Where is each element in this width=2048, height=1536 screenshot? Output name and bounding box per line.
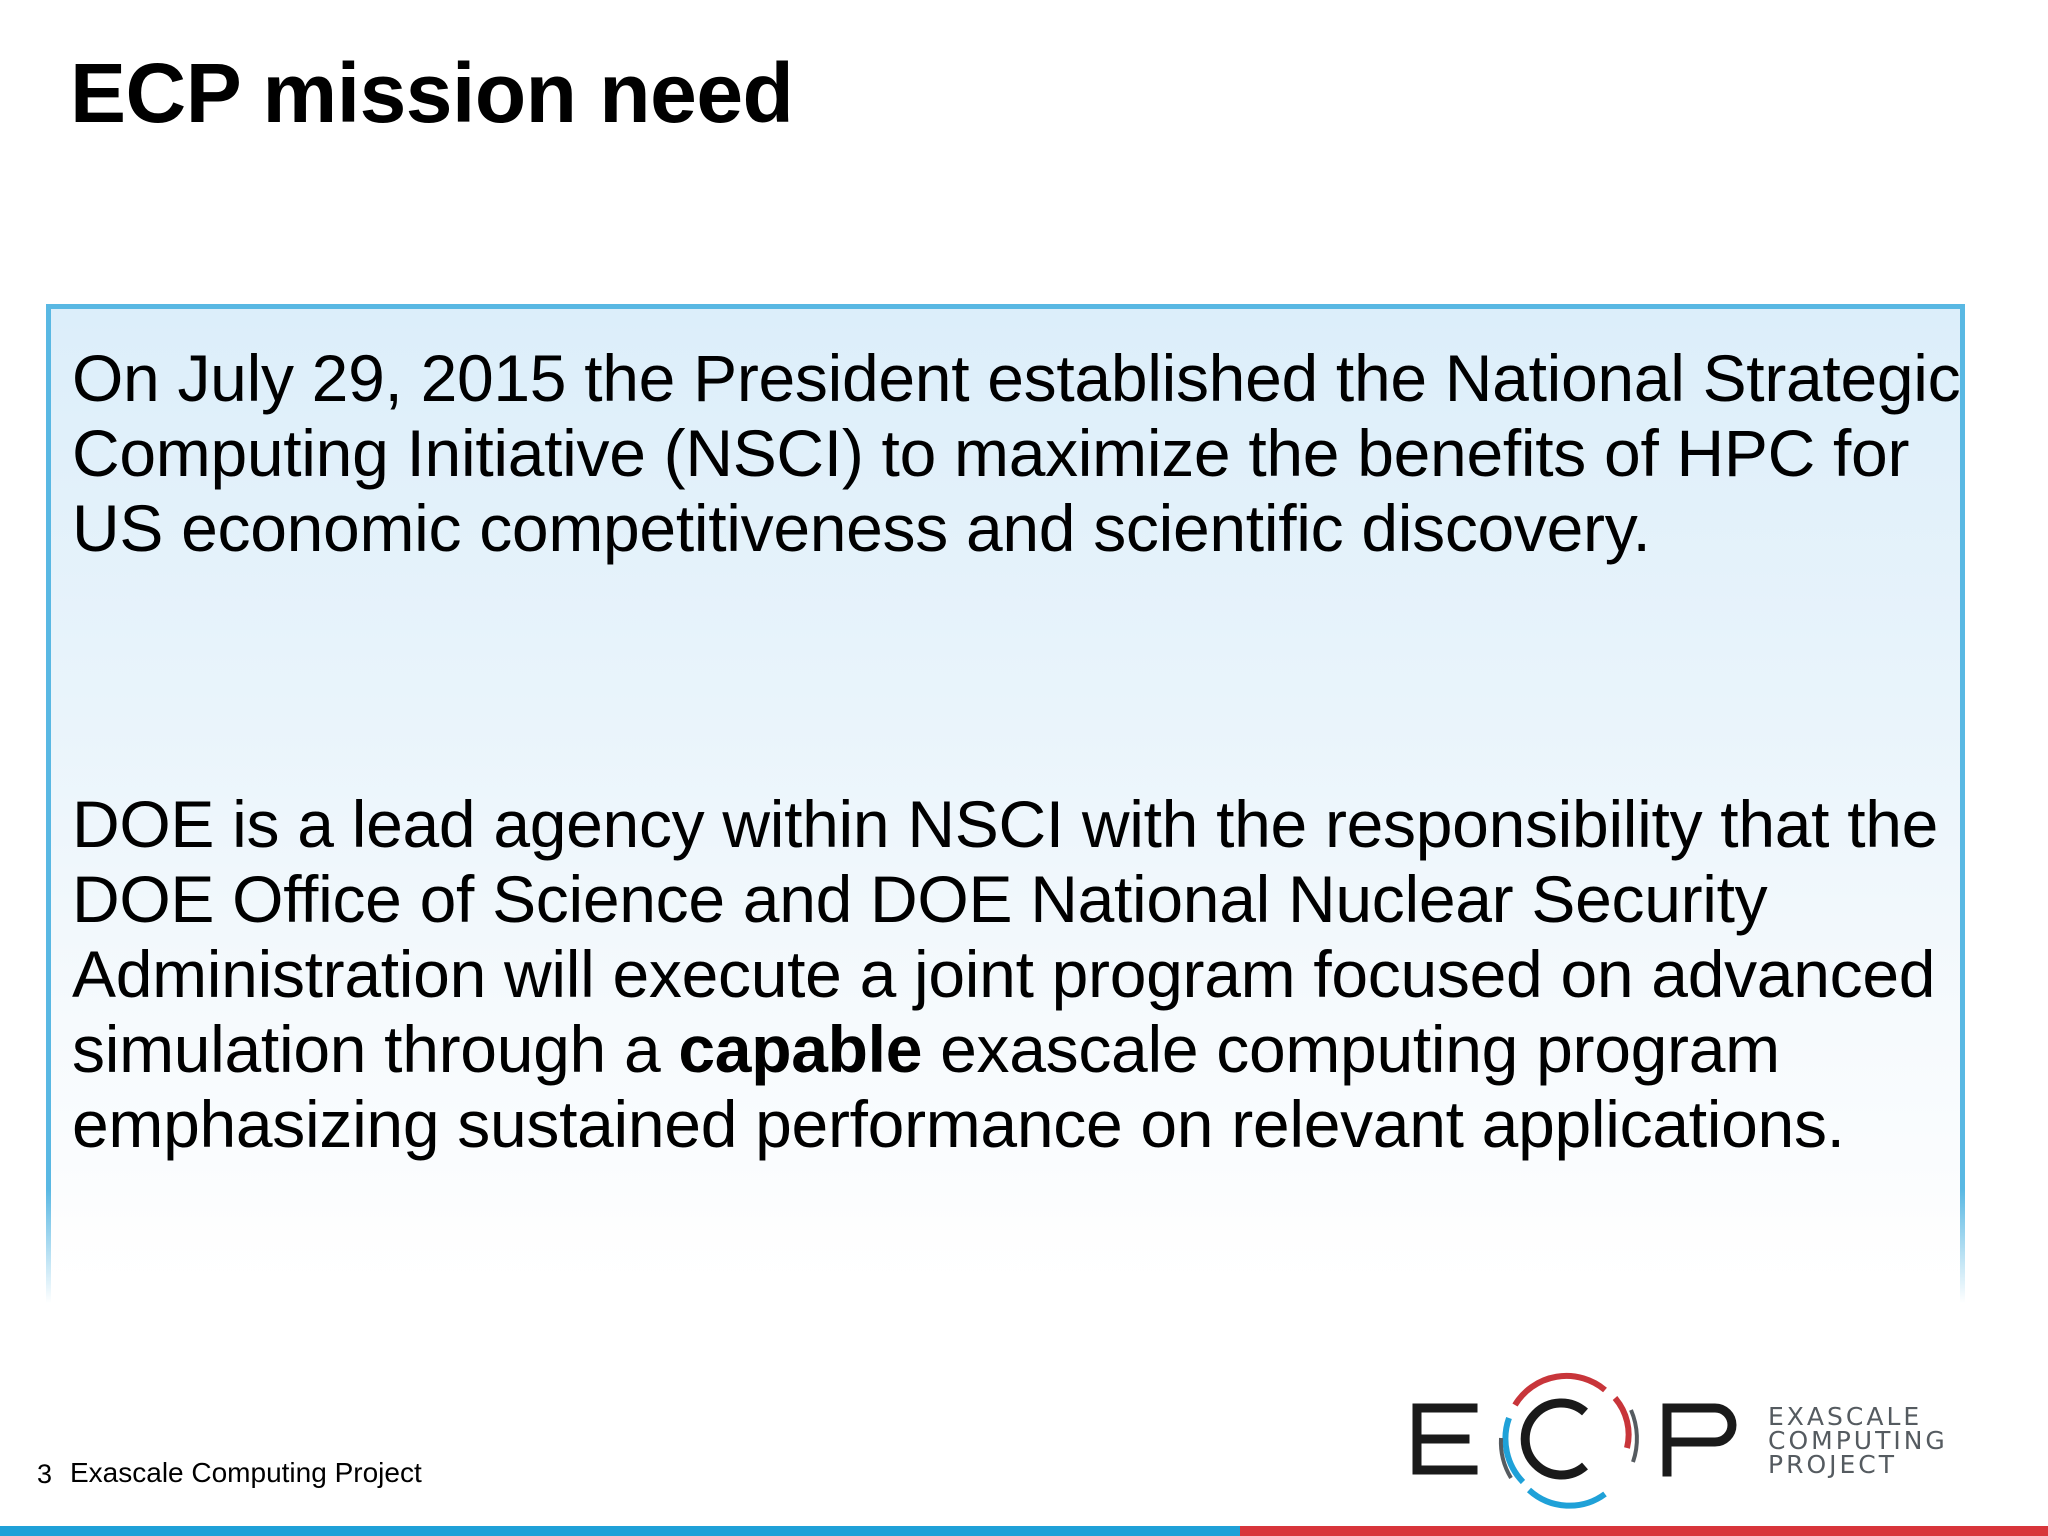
logo-letter-p <box>1667 1408 1732 1472</box>
bottom-bar-blue <box>0 1526 1240 1536</box>
logo-letter-e <box>1417 1408 1473 1470</box>
paragraph-doe-text-1: DOE is a lead agency within NSCI with the responsibility that the DOE Office of Science and DOE National Nuclear Security Administration will execute a joint program focused on advanced simulation through a <box>72 787 1939 1086</box>
logo-line-1: EXASCALE <box>1768 1402 1923 1431</box>
slide-title: ECP mission need <box>70 46 794 140</box>
logo-letter-c <box>1501 1376 1637 1506</box>
paragraph-doe <box>72 787 1962 1162</box>
paragraph-nsci: On July 29, 2015 the President established the National Strategic Computing Initiative (NSCI) to maximize the benefits of HPC for US economic competitiveness and scientific discovery. <box>72 341 1961 565</box>
bottom-bar-red <box>1240 1526 2048 1536</box>
logo-line-2: COMPUTING <box>1768 1426 1948 1455</box>
content-box <box>46 304 1965 1309</box>
page-number: 3 <box>37 1459 53 1489</box>
logo-wordmark <box>1768 1402 1948 1479</box>
footer-label: Exascale Computing Project <box>70 1457 422 1488</box>
paragraph-doe-text-2: exascale computing program emphasizing sustained performance on relevant applications. <box>72 1012 1845 1161</box>
paragraph-doe-emphasis: capable <box>678 1012 923 1086</box>
bottom-accent-bar <box>0 1526 2048 1536</box>
logo-line-3: PROJECT <box>1768 1450 1898 1479</box>
